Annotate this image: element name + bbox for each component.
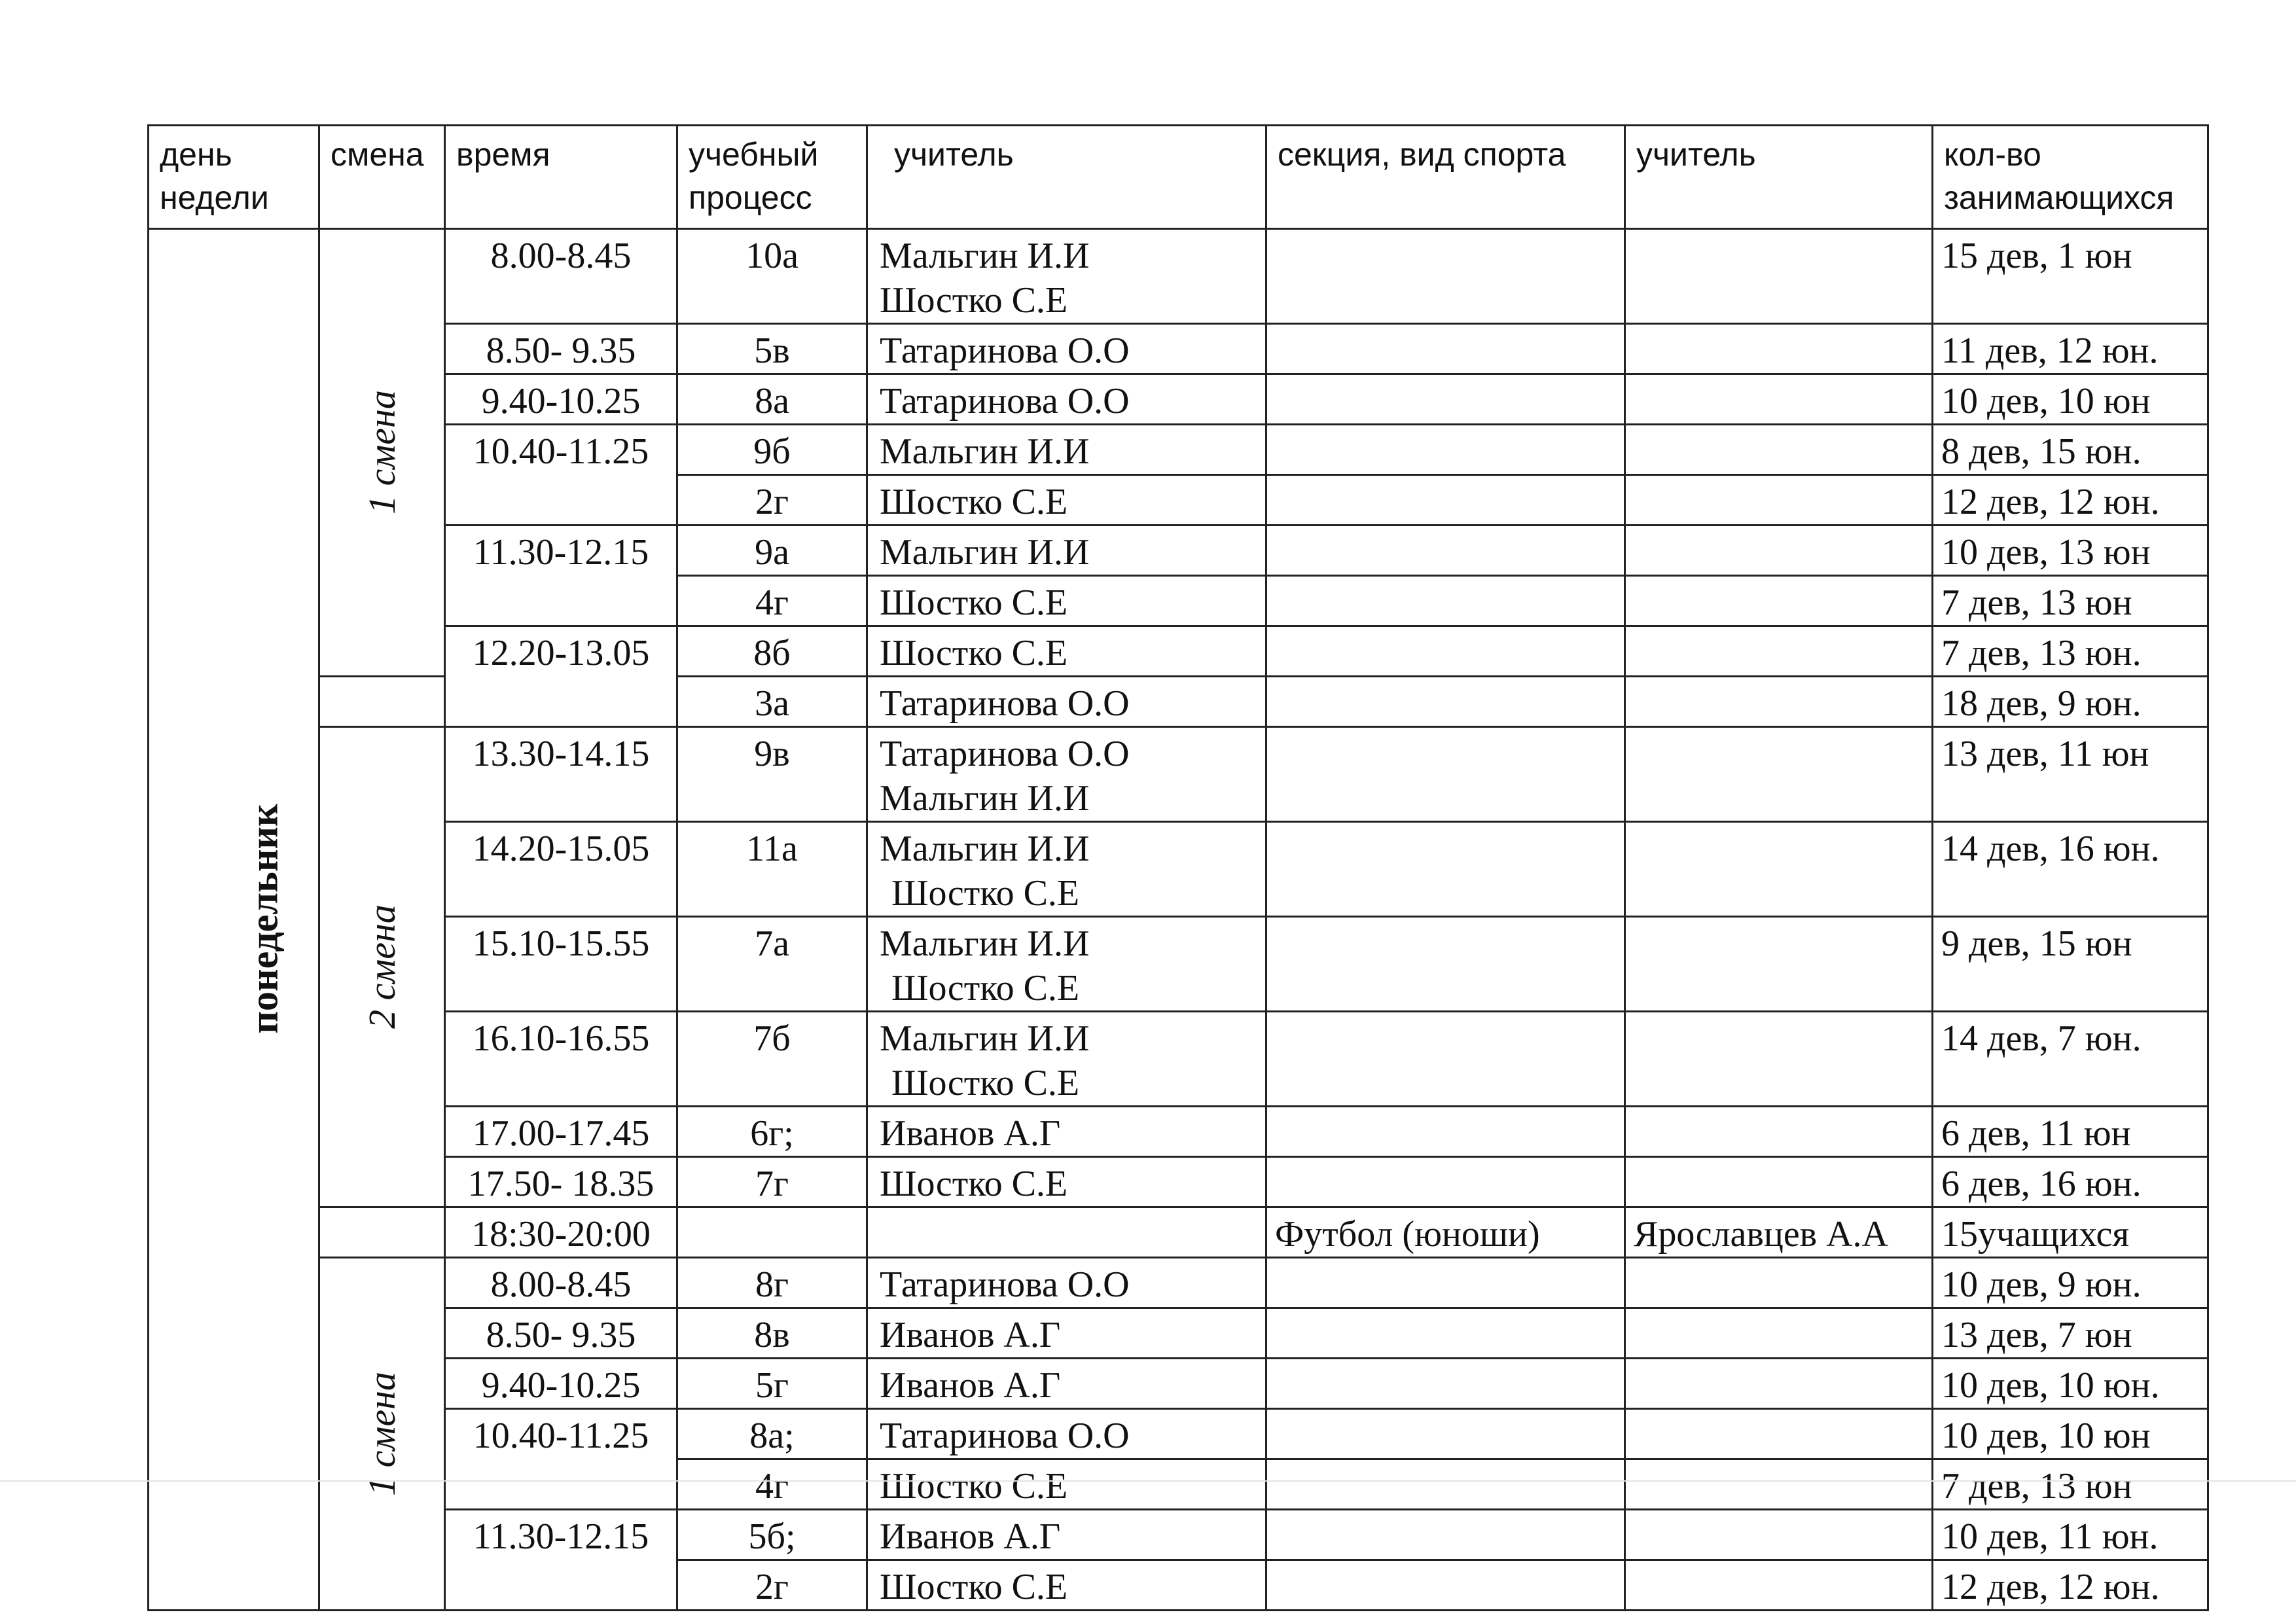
- time-cell: 8.00-8.45: [445, 229, 677, 324]
- class-cell: 5в: [677, 324, 867, 374]
- schedule-table: [147, 124, 2209, 1611]
- coach-cell: [1625, 1012, 1933, 1107]
- class-cell: 9б: [677, 425, 867, 475]
- header-teacher: учитель: [867, 126, 1266, 229]
- section-cell: [1266, 1560, 1625, 1611]
- table-row: [149, 1012, 2208, 1107]
- class-cell: 9а: [677, 526, 867, 576]
- section-cell: [1266, 1308, 1625, 1359]
- section-cell: [1266, 475, 1625, 526]
- class-cell: 8в: [677, 1308, 867, 1359]
- teacher-cell: Татаринова О.О: [867, 374, 1266, 425]
- coach-cell: [1625, 576, 1933, 626]
- coach-cell: [1625, 1510, 1933, 1560]
- time-cell: 16.10-16.55: [445, 1012, 677, 1107]
- shift-cell: [319, 1258, 445, 1611]
- coach-cell: [1625, 1258, 1933, 1308]
- header-shift: смена: [319, 126, 445, 229]
- count-cell: 18 дев, 9 юн.: [1933, 677, 2208, 727]
- section-cell: [1266, 1409, 1625, 1459]
- count-cell: 8 дев, 15 юн.: [1933, 425, 2208, 475]
- class-cell: 4г: [677, 576, 867, 626]
- count-cell: 10 дев, 13 юн: [1933, 526, 2208, 576]
- coach-cell: [1625, 1359, 1933, 1409]
- coach-cell: [1625, 677, 1933, 727]
- teacher-name: Мальгин И.И: [880, 1018, 1090, 1059]
- class-cell: 8а;: [677, 1409, 867, 1459]
- shift-cell: [319, 229, 445, 677]
- table-row: [149, 1258, 2208, 1308]
- time-cell: 8.00-8.45: [445, 1258, 677, 1308]
- header-day: день недели: [149, 126, 319, 229]
- time-cell: 11.30-12.15: [445, 1510, 677, 1611]
- class-cell: 4г: [677, 1459, 867, 1510]
- table-row: [149, 917, 2208, 1012]
- class-cell: [677, 1207, 867, 1258]
- shift-cell: [319, 727, 445, 1207]
- class-cell: 7г: [677, 1157, 867, 1207]
- coach-cell: [1625, 526, 1933, 576]
- teacher-cell: Мальгин И.И: [867, 526, 1266, 576]
- time-cell: 17.00-17.45: [445, 1107, 677, 1157]
- time-cell: 14.20-15.05: [445, 822, 677, 917]
- count-cell: 14 дев, 16 юн.: [1933, 822, 2208, 917]
- table-row: [149, 526, 2208, 576]
- section-cell: [1266, 677, 1625, 727]
- teacher-cell: Шостко С.Е: [867, 1459, 1266, 1510]
- teacher-cell: Татаринова О.О: [867, 677, 1266, 727]
- header-time: время: [445, 126, 677, 229]
- teacher-cell: Татаринова О.О: [867, 324, 1266, 374]
- header-coach: учитель: [1625, 126, 1933, 229]
- count-cell: 12 дев, 12 юн.: [1933, 475, 2208, 526]
- time-cell: 15.10-15.55: [445, 917, 677, 1012]
- coach-cell: [1625, 1157, 1933, 1207]
- class-cell: 8г: [677, 1258, 867, 1308]
- class-cell: 8а: [677, 374, 867, 425]
- teacher-cell: Мальгин И.И: [867, 425, 1266, 475]
- teacher-name: Шостко С.Е: [891, 968, 1080, 1008]
- count-cell: 15учащихся: [1933, 1207, 2208, 1258]
- table-row: [149, 374, 2208, 425]
- teacher-cell: [867, 727, 1266, 822]
- section-cell: [1266, 1510, 1625, 1560]
- class-cell: 11а: [677, 822, 867, 917]
- table-row: [149, 1308, 2208, 1359]
- section-cell: [1266, 1012, 1625, 1107]
- coach-cell: [1625, 1459, 1933, 1510]
- class-cell: 5б;: [677, 1510, 867, 1560]
- table-row: [149, 626, 2208, 677]
- teacher-name: Шостко С.Е: [891, 873, 1080, 914]
- shift-label: 1 смена: [360, 390, 403, 514]
- time-cell: 9.40-10.25: [445, 1359, 677, 1409]
- section-cell: [1266, 324, 1625, 374]
- time-cell: 12.20-13.05: [445, 626, 677, 727]
- coach-cell: [1625, 374, 1933, 425]
- section-cell: [1266, 1459, 1625, 1510]
- count-cell: 7 дев, 13 юн: [1933, 576, 2208, 626]
- time-cell: 8.50- 9.35: [445, 1308, 677, 1359]
- teacher-cell: Иванов А.Г: [867, 1510, 1266, 1560]
- schedule-sheet: [147, 124, 2207, 1607]
- teacher-cell: Шостко С.Е: [867, 1560, 1266, 1611]
- header-section: секция, вид спорта: [1266, 126, 1625, 229]
- header-row: [149, 126, 2208, 229]
- time-cell: 10.40-11.25: [445, 1409, 677, 1510]
- table-row: [149, 1207, 2208, 1258]
- table-row: [149, 229, 2208, 324]
- class-cell: 9в: [677, 727, 867, 822]
- count-cell: 7 дев, 13 юн.: [1933, 626, 2208, 677]
- count-cell: 10 дев, 10 юн: [1933, 1409, 2208, 1459]
- count-cell: 10 дев, 10 юн: [1933, 374, 2208, 425]
- teacher-cell: Иванов А.Г: [867, 1107, 1266, 1157]
- table-row: [149, 1157, 2208, 1207]
- class-cell: 10а: [677, 229, 867, 324]
- count-cell: 13 дев, 7 юн: [1933, 1308, 2208, 1359]
- count-cell: 14 дев, 7 юн.: [1933, 1012, 2208, 1107]
- count-cell: 15 дев, 1 юн: [1933, 229, 2208, 324]
- class-cell: 3а: [677, 677, 867, 727]
- coach-cell: [1625, 626, 1933, 677]
- coach-cell: [1625, 822, 1933, 917]
- count-cell: 10 дев, 10 юн.: [1933, 1359, 2208, 1409]
- table-row: [149, 1510, 2208, 1560]
- teacher-name: Шостко С.Е: [891, 1063, 1080, 1103]
- shift-gap-cell: [319, 1207, 445, 1258]
- class-cell: 2г: [677, 475, 867, 526]
- teacher-name: Мальгин И.И: [880, 778, 1090, 819]
- class-cell: 6г;: [677, 1107, 867, 1157]
- section-cell: [1266, 727, 1625, 822]
- coach-cell: [1625, 425, 1933, 475]
- scan-edge-line: [0, 1480, 2296, 1482]
- count-cell: 7 дев, 13 юн: [1933, 1459, 2208, 1510]
- teacher-cell: Шостко С.Е: [867, 475, 1266, 526]
- teacher-cell: [867, 1012, 1266, 1107]
- time-cell: 8.50- 9.35: [445, 324, 677, 374]
- class-cell: 7а: [677, 917, 867, 1012]
- section-cell: [1266, 1359, 1625, 1409]
- table-row: [149, 425, 2208, 475]
- section-cell: [1266, 576, 1625, 626]
- shift-label: 1 смена: [360, 1371, 403, 1496]
- class-cell: 8б: [677, 626, 867, 677]
- teacher-cell: [867, 917, 1266, 1012]
- section-cell: [1266, 425, 1625, 475]
- teacher-name: Мальгин И.И: [880, 829, 1090, 869]
- section-cell: [1266, 1157, 1625, 1207]
- table-row: [149, 1359, 2208, 1409]
- count-cell: 11 дев, 12 юн.: [1933, 324, 2208, 374]
- section-cell: [1266, 526, 1625, 576]
- table-row: [149, 822, 2208, 917]
- coach-cell: [1625, 1107, 1933, 1157]
- count-cell: 13 дев, 11 юн: [1933, 727, 2208, 822]
- coach-cell: [1625, 324, 1933, 374]
- count-cell: 12 дев, 12 юн.: [1933, 1560, 2208, 1611]
- teacher-name: Татаринова О.О: [880, 734, 1130, 774]
- time-cell: 18:30-20:00: [445, 1207, 677, 1258]
- coach-cell: [1625, 475, 1933, 526]
- teacher-cell: Шостко С.Е: [867, 626, 1266, 677]
- table-row: [149, 1107, 2208, 1157]
- section-cell: [1266, 822, 1625, 917]
- teacher-cell: [867, 822, 1266, 917]
- section-cell: Футбол (юноши): [1266, 1207, 1625, 1258]
- class-cell: 5г: [677, 1359, 867, 1409]
- count-cell: 10 дев, 11 юн.: [1933, 1510, 2208, 1560]
- coach-cell: [1625, 727, 1933, 822]
- teacher-name: Шостко С.Е: [880, 280, 1068, 321]
- table-row: [149, 727, 2208, 822]
- teacher-name: Мальгин И.И: [880, 236, 1090, 276]
- teacher-cell: Татаринова О.О: [867, 1258, 1266, 1308]
- teacher-cell: Иванов А.Г: [867, 1359, 1266, 1409]
- shift-gap-cell: [319, 677, 445, 727]
- class-cell: 2г: [677, 1560, 867, 1611]
- table-row: [149, 1409, 2208, 1459]
- coach-cell: [1625, 229, 1933, 324]
- time-cell: 9.40-10.25: [445, 374, 677, 425]
- teacher-cell: [867, 1207, 1266, 1258]
- coach-cell: [1625, 1560, 1933, 1611]
- count-cell: 10 дев, 9 юн.: [1933, 1258, 2208, 1308]
- time-cell: 13.30-14.15: [445, 727, 677, 822]
- section-cell: [1266, 1107, 1625, 1157]
- coach-cell: [1625, 1308, 1933, 1359]
- teacher-cell: Шостко С.Е: [867, 576, 1266, 626]
- count-cell: 9 дев, 15 юн: [1933, 917, 2208, 1012]
- class-cell: 7б: [677, 1012, 867, 1107]
- coach-cell: Ярославцев А.А: [1625, 1207, 1933, 1258]
- teacher-cell: [867, 229, 1266, 324]
- coach-cell: [1625, 917, 1933, 1012]
- header-class: учебный процесс: [677, 126, 867, 229]
- section-cell: [1266, 626, 1625, 677]
- day-label: понедельник: [242, 804, 286, 1034]
- count-cell: 6 дев, 11 юн: [1933, 1107, 2208, 1157]
- teacher-cell: Иванов А.Г: [867, 1308, 1266, 1359]
- count-cell: 6 дев, 16 юн.: [1933, 1157, 2208, 1207]
- time-cell: 10.40-11.25: [445, 425, 677, 526]
- teacher-name: Мальгин И.И: [880, 923, 1090, 964]
- teacher-cell: Татаринова О.О: [867, 1409, 1266, 1459]
- time-cell: 11.30-12.15: [445, 526, 677, 626]
- table-row: [149, 324, 2208, 374]
- header-count: кол-во занимающихся: [1933, 126, 2208, 229]
- section-cell: [1266, 917, 1625, 1012]
- time-cell: 17.50- 18.35: [445, 1157, 677, 1207]
- section-cell: [1266, 374, 1625, 425]
- coach-cell: [1625, 1409, 1933, 1459]
- teacher-cell: Шостко С.Е: [867, 1157, 1266, 1207]
- shift-label: 2 смена: [360, 904, 403, 1029]
- section-cell: [1266, 229, 1625, 324]
- section-cell: [1266, 1258, 1625, 1308]
- day-cell: [149, 229, 319, 1611]
